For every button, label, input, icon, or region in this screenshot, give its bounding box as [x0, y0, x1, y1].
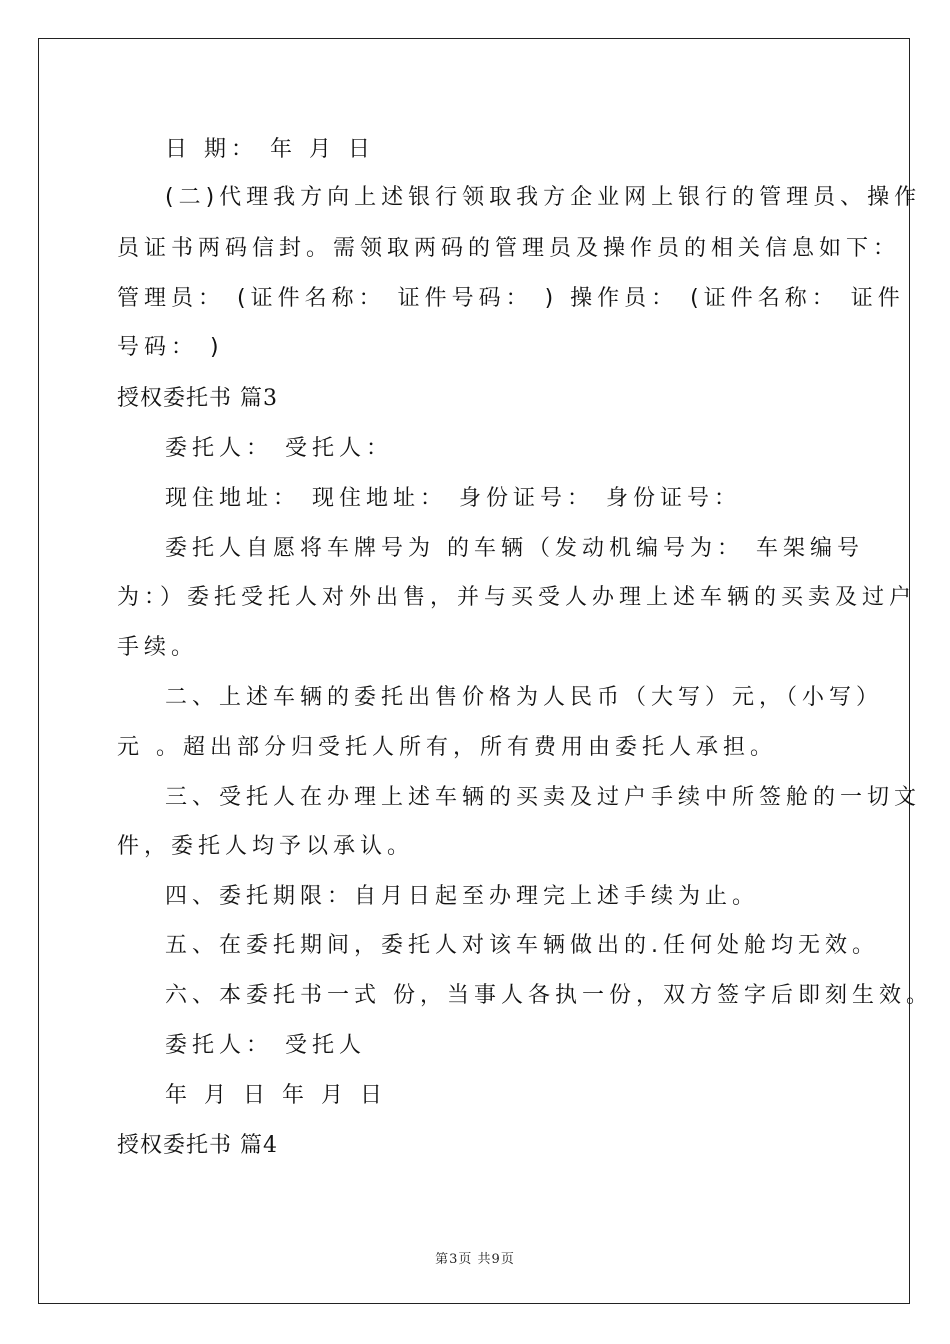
paragraph-line: 件，委托人均予以承认。: [117, 834, 415, 859]
paragraph-line: 管理员： (证件名称： 证件号码： ) 操作员： (证件名称： 证件: [117, 286, 905, 311]
paragraph-line: 二、上述车辆的委托出售价格为人民币（大写）元，（小写）: [165, 685, 884, 710]
paragraph-line: 三、受托人在办理上述车辆的买卖及过户手续中所签舱的一切文: [165, 785, 922, 810]
section-heading: 授权委托书 篇4: [117, 1133, 278, 1158]
date-line: 年 月 日 年 月 日: [165, 1083, 387, 1108]
paragraph-line: 委托人自愿将车牌号为 的车辆（发动机编号为： 车架编号: [165, 536, 864, 561]
page-number: 第3页 共9页: [435, 1252, 515, 1267]
paragraph-line: 为：）委托受托人对外出售，并与买受人办理上述车辆的买卖及过户: [117, 585, 917, 610]
paragraph-line: 元 。超出部分归受托人所有，所有费用由委托人承担。: [117, 735, 777, 760]
paragraph-line: 现住地址： 现住地址： 身份证号： 身份证号：: [165, 486, 741, 511]
paragraph-line: 四、委托期限：自月日起至办理完上述手续为止。: [165, 884, 760, 909]
paragraph-line: (二)代理我方向上述银行领取我方企业网上银行的管理员、操作: [165, 185, 922, 210]
paragraph-line: 委托人： 受托人：: [165, 436, 393, 461]
section-heading: 授权委托书 篇3: [117, 386, 278, 411]
paragraph-line: 手续。: [117, 635, 199, 660]
page-border: [38, 38, 933, 1304]
paragraph-line: 五、在委托期间，委托人对该车辆做出的.任何处舱均无效。: [165, 933, 879, 958]
date-line: 日 期： 年 月 日: [165, 137, 375, 162]
signature-line: 委托人： 受托人: [165, 1033, 366, 1058]
paragraph-line: 六、本委托书一式 份，当事人各执一份，双方签字后即刻生效。: [165, 983, 933, 1008]
paragraph-line: 员证书两码信封。需领取两码的管理员及操作员的相关信息如下：: [117, 236, 901, 261]
paragraph-line: 号码： ): [117, 335, 224, 360]
